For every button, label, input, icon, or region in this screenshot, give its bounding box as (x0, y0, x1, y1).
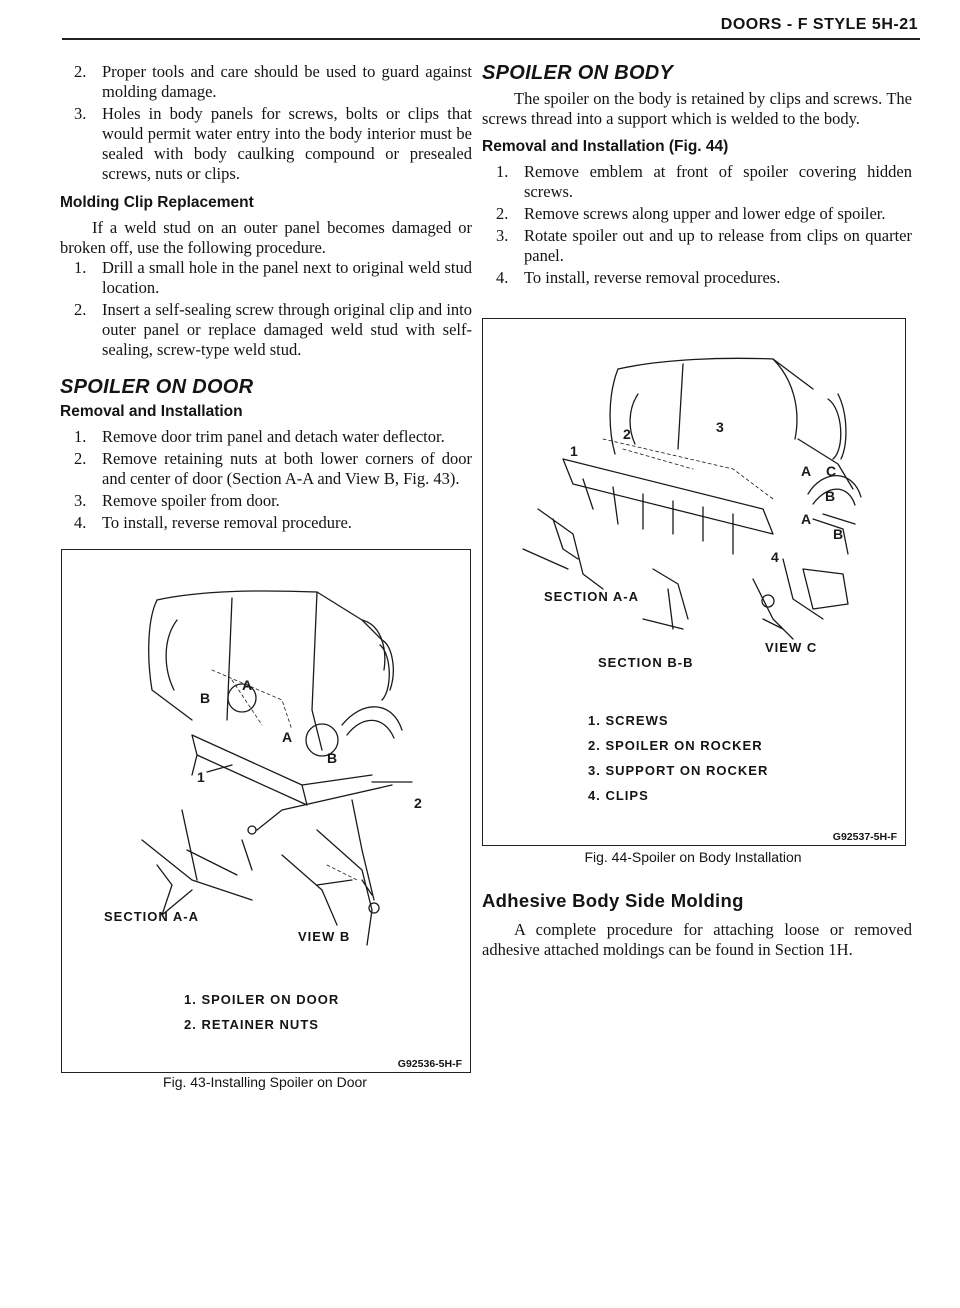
section-heading: Adhesive Body Side Molding (482, 890, 744, 911)
legend-item: 2. RETAINER NUTS (184, 1017, 319, 1032)
callout-3: 3 (716, 419, 724, 435)
figure-legend (184, 992, 339, 1042)
callout-a: A (242, 677, 253, 693)
callout-a-2: A (282, 729, 293, 745)
callout-b: B (200, 690, 211, 706)
legend-item: 4. CLIPS (588, 788, 649, 803)
list-item: 3. Rotate spoiler out and up to release from clips on quarter panel. (496, 226, 912, 265)
list-item: 2. Remove screws along upper and lower edge of spoiler. (496, 204, 886, 223)
figure-code: G92536-5H-F (397, 1058, 462, 1070)
section-heading: SPOILER ON BODY (482, 62, 674, 84)
list-item: 2. Insert a self-sealing screw through original clip and into outer panel or replace damaged weld stud with self-sealing, screw-type weld stud. (74, 300, 472, 359)
figure-legend (588, 713, 768, 813)
figure-code: G92537-5H-F (832, 831, 897, 843)
figure-44 (482, 318, 906, 846)
section-label: SECTION A-A (104, 909, 200, 924)
list-item: 4. To install, reverse removal procedure. (74, 513, 352, 532)
page-header (62, 0, 920, 40)
left-column (60, 62, 472, 535)
list-item: 1. Remove door trim panel and detach water deflector. (74, 427, 445, 446)
callout-2: 2 (414, 795, 422, 811)
list-item: 2. Remove retaining nuts at both lower corners of door and center of door (Section A-A and View B, Fig. 43). (74, 449, 472, 488)
callout-b: B (825, 488, 836, 504)
section-b-label: SECTION B-B (598, 655, 694, 670)
section-heading: SPOILER ON DOOR (60, 376, 254, 398)
list-item: 3. Remove spoiler from door. (74, 491, 280, 510)
section-a-label: SECTION A-A (544, 589, 640, 604)
callout-b-2: B (327, 750, 338, 766)
list-item: 1. Remove emblem at front of spoiler covering hidden screws. (496, 162, 912, 201)
paragraph: A complete procedure for attaching loose or removed adhesive attached moldings can be found in Section 1H. (482, 920, 912, 959)
page-title: DOORS - F STYLE 5H-21 (720, 16, 918, 33)
section-heading: Molding Clip Replacement (60, 194, 254, 211)
callout-1: 1 (197, 769, 205, 785)
figure-43 (61, 549, 471, 1073)
callout-a-2: A (801, 511, 812, 527)
list-item: 4. To install, reverse removal procedures. (496, 268, 781, 287)
subheading: Removal and Installation (Fig. 44) (482, 138, 729, 155)
paragraph: The spoiler on the body is retained by clips and screws. The screws thread into a support which is welded to the body. (482, 89, 912, 128)
list-item: 3. Holes in body panels for screws, bolts or clips that would permit water entry into the body interior must be sealed with body caulking compound or presealed screws, nuts or clips. (74, 104, 472, 183)
paragraph: If a weld stud on an outer panel becomes damaged or broken off, use the following procedure. (60, 218, 472, 257)
callout-1: 1 (570, 443, 578, 459)
legend-item: 1. SPOILER ON DOOR (184, 992, 340, 1007)
list-item: 2. Proper tools and care should be used to guard against molding damage. (74, 62, 472, 101)
callout-c: C (826, 463, 837, 479)
right-column (482, 62, 912, 290)
view-label: VIEW B (298, 929, 351, 944)
callout-a: A (801, 463, 812, 479)
legend-item: 2. SPOILER ON ROCKER (588, 738, 763, 753)
list-item: 1. Drill a small hole in the panel next to original weld stud location. (74, 258, 472, 297)
callout-b-2: B (833, 526, 844, 542)
legend-item: 1. SCREWS (588, 713, 669, 728)
callout-2: 2 (623, 426, 631, 442)
adhesive-section (482, 890, 912, 960)
legend-item: 3. SUPPORT ON ROCKER (588, 763, 769, 778)
callout-4: 4 (771, 549, 779, 565)
figure-caption: Fig. 43-Installing Spoiler on Door (163, 1074, 367, 1090)
figure-caption: Fig. 44-Spoiler on Body Installation (584, 849, 802, 865)
subheading: Removal and Installation (60, 403, 243, 420)
view-label: VIEW C (765, 640, 818, 655)
